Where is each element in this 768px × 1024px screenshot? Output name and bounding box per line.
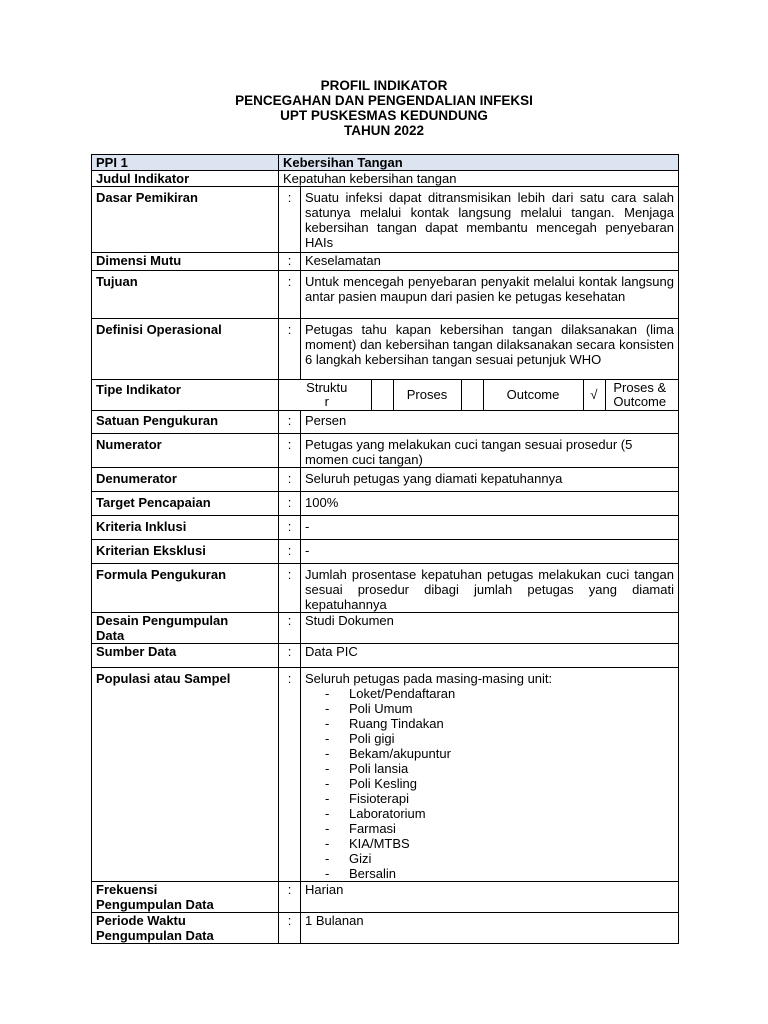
tipe-outcome-check: √: [583, 380, 605, 410]
row-populasi: [92, 668, 679, 882]
target-colon: :: [279, 492, 301, 516]
row-frekuensi: [92, 882, 679, 913]
definisi-label: Definisi Operasional: [92, 319, 279, 380]
dimensi-value: Keselamatan: [301, 253, 679, 271]
populasi-colon: :: [279, 668, 301, 882]
tipe-options-table: [283, 380, 674, 410]
tipe-proses-outcome: Proses & Outcome: [605, 380, 674, 410]
tipe-struktur: Struktu r: [306, 380, 348, 409]
unit-item: - Laboratorium: [325, 806, 674, 821]
row-desain: [92, 613, 679, 644]
inklusi-label: Kriteria Inklusi: [92, 516, 279, 540]
unit-item: - Poli gigi: [325, 731, 674, 746]
definisi-value: Petugas tahu kapan kebersihan tangan dilaksanakan (lima moment) dan kebersihan tangan dilaksanakan secara konsisten 6 langkah kebersihan tangan sesuai petunjuk WHO: [301, 319, 679, 380]
row-judul: [92, 171, 679, 187]
desain-value: Studi Dokumen: [301, 613, 679, 644]
periode-label: Periode Waktu Pengumpulan Data: [92, 913, 279, 944]
desain-colon: :: [279, 613, 301, 644]
row-formula: [92, 564, 679, 613]
definisi-colon: :: [279, 319, 301, 380]
tipe-struktur-check: [371, 380, 393, 410]
row-dasar: [92, 187, 679, 253]
row-eksklusi: [92, 540, 679, 564]
tujuan-value: Untuk mencegah penyebaran penyakit melalui kontak langsung antar pasien maupun dari pasien ke petugas kesehatan: [301, 271, 679, 319]
eksklusi-colon: :: [279, 540, 301, 564]
numerator-value: Petugas yang melakukan cuci tangan sesuai prosedur (5 momen cuci tangan): [301, 434, 679, 468]
row-dimensi: [92, 253, 679, 271]
target-label: Target Pencapaian: [92, 492, 279, 516]
frekuensi-label: Frekuensi Pengumpulan Data: [92, 882, 279, 913]
tujuan-label: Tujuan: [92, 271, 279, 319]
tipe-label: Tipe Indikator: [92, 380, 279, 411]
ppi-value: Kebersihan Tangan: [279, 155, 679, 171]
formula-colon: :: [279, 564, 301, 613]
populasi-intro: Seluruh petugas pada masing-masing unit:: [305, 671, 553, 686]
row-ppi: [92, 155, 679, 171]
row-periode: [92, 913, 679, 944]
unit-item: - Poli lansia: [325, 761, 674, 776]
dimensi-colon: :: [279, 253, 301, 271]
periode-colon: :: [279, 913, 301, 944]
document-header: [0, 78, 768, 138]
denumerator-value: Seluruh petugas yang diamati kepatuhannya: [301, 468, 679, 492]
desain-label: Desain Pengumpulan Data: [92, 613, 279, 644]
unit-item: - Fisioterapi: [325, 791, 674, 806]
sumber-label: Sumber Data: [92, 644, 279, 668]
tipe-proses-check: [461, 380, 483, 410]
formula-label: Formula Pengukuran: [92, 564, 279, 613]
unit-item: - Loket/Pendaftaran: [325, 686, 674, 701]
dasar-colon: :: [279, 187, 301, 253]
sumber-colon: :: [279, 644, 301, 668]
row-tipe: [92, 380, 679, 411]
judul-value: Kepatuhan kebersihan tangan: [279, 171, 679, 187]
satuan-colon: :: [279, 411, 301, 434]
populasi-label: Populasi atau Sampel: [92, 668, 279, 882]
header-organization: UPT PUSKESMAS KEDUNDUNG: [280, 108, 488, 123]
eksklusi-label: Kriterian Eksklusi: [92, 540, 279, 564]
frekuensi-value: Harian: [301, 882, 679, 913]
unit-item: - KIA/MTBS: [325, 836, 674, 851]
judul-label: Judul Indikator: [92, 171, 279, 187]
row-sumber: [92, 644, 679, 668]
dasar-value: Suatu infeksi dapat ditransmisikan lebih dari satu cara salah satunya melalui kontak langsung melalui tangan. Menjaga kebersihan tangan dapat membantu mencegah penyebaran HAIs: [301, 187, 679, 253]
inklusi-value: -: [301, 516, 679, 540]
unit-item: - Poli Umum: [325, 701, 674, 716]
header-title: PROFIL INDIKATOR: [320, 78, 448, 93]
dasar-label: Dasar Pemikiran: [92, 187, 279, 253]
header-year: TAHUN 2022: [343, 123, 425, 138]
denumerator-label: Denumerator: [92, 468, 279, 492]
ppi-label: PPI 1: [92, 155, 279, 171]
unit-item: - Gizi: [325, 851, 674, 866]
sumber-value: Data PIC: [301, 644, 679, 668]
periode-value: 1 Bulanan: [301, 913, 679, 944]
target-value: 100%: [301, 492, 679, 516]
header-subtitle: PENCEGAHAN DAN PENGENDALIAN INFEKSI: [235, 93, 533, 108]
satuan-label: Satuan Pengukuran: [92, 411, 279, 434]
unit-item: - Ruang Tindakan: [325, 716, 674, 731]
frekuensi-colon: :: [279, 882, 301, 913]
row-satuan: [92, 411, 679, 434]
formula-value: Jumlah prosentase kepatuhan petugas melakukan cuci tangan sesuai prosedur dibagi jumlah petugas yang diamati kepatuhannya: [301, 564, 679, 613]
tipe-proses: Proses: [393, 380, 461, 410]
row-denumerator: [92, 468, 679, 492]
row-tujuan: [92, 271, 679, 319]
tipe-options: [279, 380, 679, 411]
row-numerator: [92, 434, 679, 468]
numerator-colon: :: [279, 434, 301, 468]
numerator-label: Numerator: [92, 434, 279, 468]
row-definisi: [92, 319, 679, 380]
dimensi-label: Dimensi Mutu: [92, 253, 279, 271]
indicator-profile-table: [91, 154, 679, 944]
row-target: [92, 492, 679, 516]
denumerator-colon: :: [279, 468, 301, 492]
inklusi-colon: :: [279, 516, 301, 540]
unit-item: - Farmasi: [325, 821, 674, 836]
tipe-outcome: Outcome: [483, 380, 583, 410]
row-inklusi: [92, 516, 679, 540]
unit-list: [305, 686, 674, 881]
unit-item: - Bersalin: [325, 866, 674, 881]
satuan-value: Persen: [301, 411, 679, 434]
populasi-value: [301, 668, 679, 882]
unit-item: - Bekam/akupuntur: [325, 746, 674, 761]
unit-item: - Poli Kesling: [325, 776, 674, 791]
tujuan-colon: :: [279, 271, 301, 319]
eksklusi-value: -: [301, 540, 679, 564]
